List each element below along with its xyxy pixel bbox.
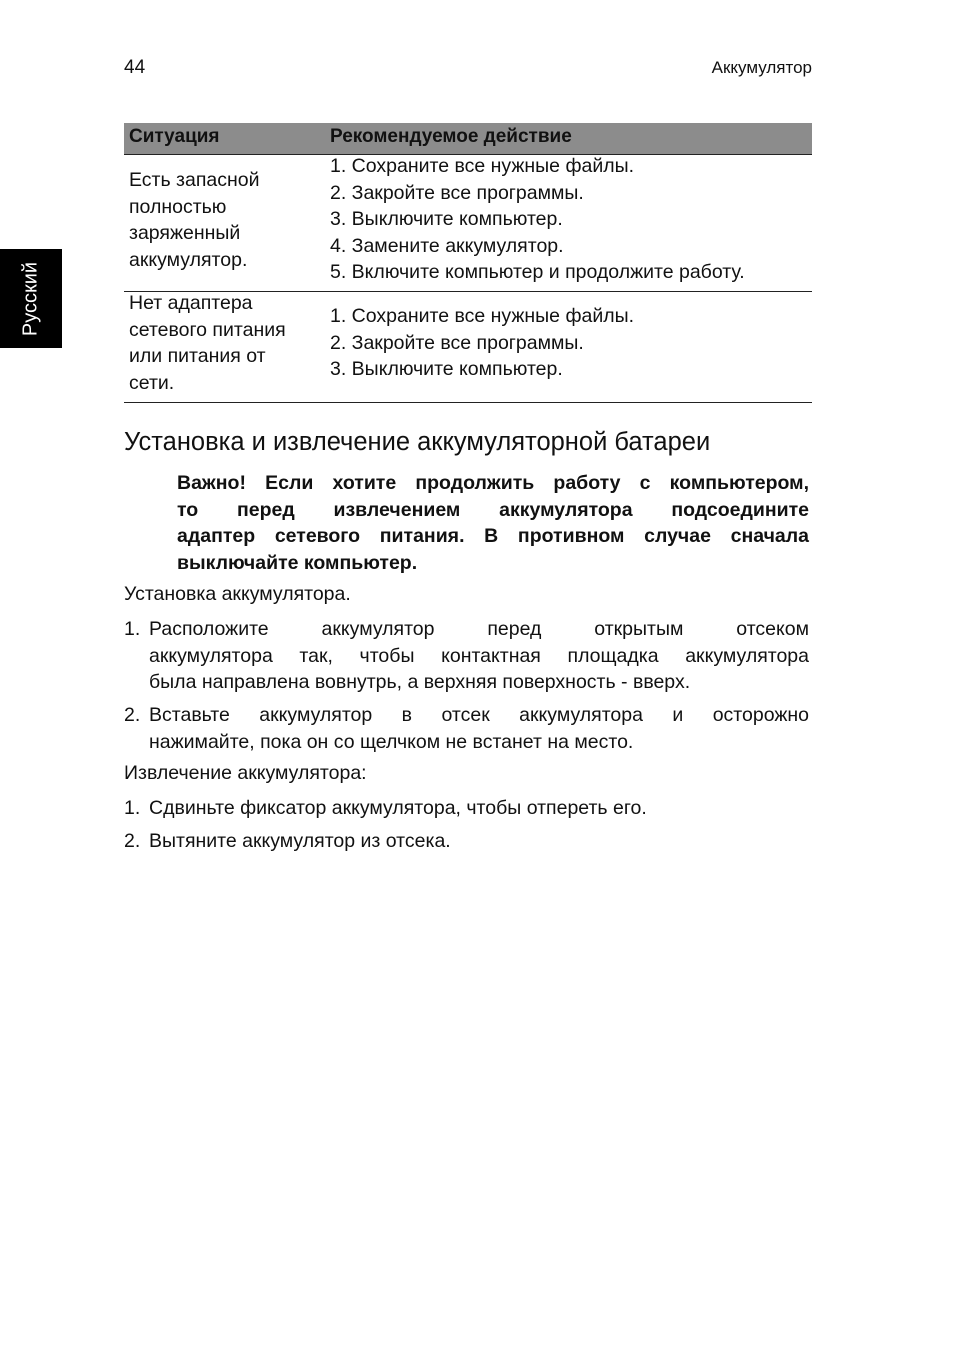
action-step: 3. Выключите компьютер. [330,208,563,230]
table-row [124,155,812,292]
troubleshooting-table [124,123,812,403]
list-item-line: Вставьте аккумулятор в отсек аккумулятора и осторожно [149,704,809,726]
situation-line: сети. [129,371,175,394]
list-item [124,616,809,696]
situation-line: или питания от [129,345,266,367]
list-item-number: 2. [124,830,141,852]
action-step: 2. Закройте все программы. [330,331,584,354]
list-item-line: была направлена вовнутрь, а верхняя поверхность - вверх. [149,671,691,693]
action-step: 5. Включите компьютер и продолжите работу. [330,261,745,283]
list-item-line: аккумулятора так, чтобы контактная площадка аккумулятора [149,644,809,667]
situation-cell [129,290,319,396]
important-note [177,470,809,576]
action-step: 1. Сохраните все нужные файлы. [330,305,635,327]
install-heading: Установка аккумулятора. [124,583,351,605]
column-header-situation: Ситуация [129,126,220,147]
section-heading: Установка и извлечение аккумуляторной батареи [124,428,711,456]
situation-line: аккумулятор. [129,248,248,271]
language-side-tab [0,249,62,348]
list-item-line: нажимайте, пока он со щелчком не встанет на место. [149,730,634,753]
action-cell [330,303,810,383]
list-item [124,702,809,755]
action-step: 1. Сохраните все нужные файлы. [330,155,635,177]
situation-cell [129,167,319,273]
list-item-number: 1. [124,797,141,819]
list-item-line: Сдвиньте фиксатор аккумулятора, чтобы отпереть его. [149,797,647,819]
action-step: 2. Закройте все программы. [330,181,584,204]
language-side-tab-label: Русский [19,261,42,336]
list-item-line: Вытяните аккумулятор из отсека. [149,830,451,852]
running-header: Аккумулятор [711,58,812,77]
remove-heading: Извлечение аккумулятора: [124,762,367,784]
list-item-number: 2. [124,704,141,726]
table-row [124,292,812,403]
list-item-number: 1. [124,618,141,640]
situation-line: заряженный [129,222,241,244]
important-note-line: Важно! Если хотите продолжить работу с компьютером, [177,472,809,494]
page-number: 44 [124,57,146,78]
column-header-action: Рекомендуемое действие [330,126,572,147]
list-item-line: Расположите аккумулятор перед открытым отсеком [149,618,809,640]
list-item [124,795,809,822]
situation-line: полностью [129,195,227,218]
action-step: 4. Замените аккумулятор. [330,234,564,257]
important-note-line: выключайте компьютер. [177,551,418,574]
situation-line: Нет адаптера [129,292,253,314]
situation-line: Есть запасной [129,169,260,191]
list-item [124,828,809,855]
important-note-line: то перед извлечением аккумулятора подсоедините [177,498,809,521]
table-header [124,123,812,155]
situation-line: сетевого питания [129,318,286,341]
important-note-line: адаптер сетевого питания. В противном случае сначала [177,525,809,547]
action-cell [330,153,810,286]
action-step: 3. Выключите компьютер. [330,358,563,380]
